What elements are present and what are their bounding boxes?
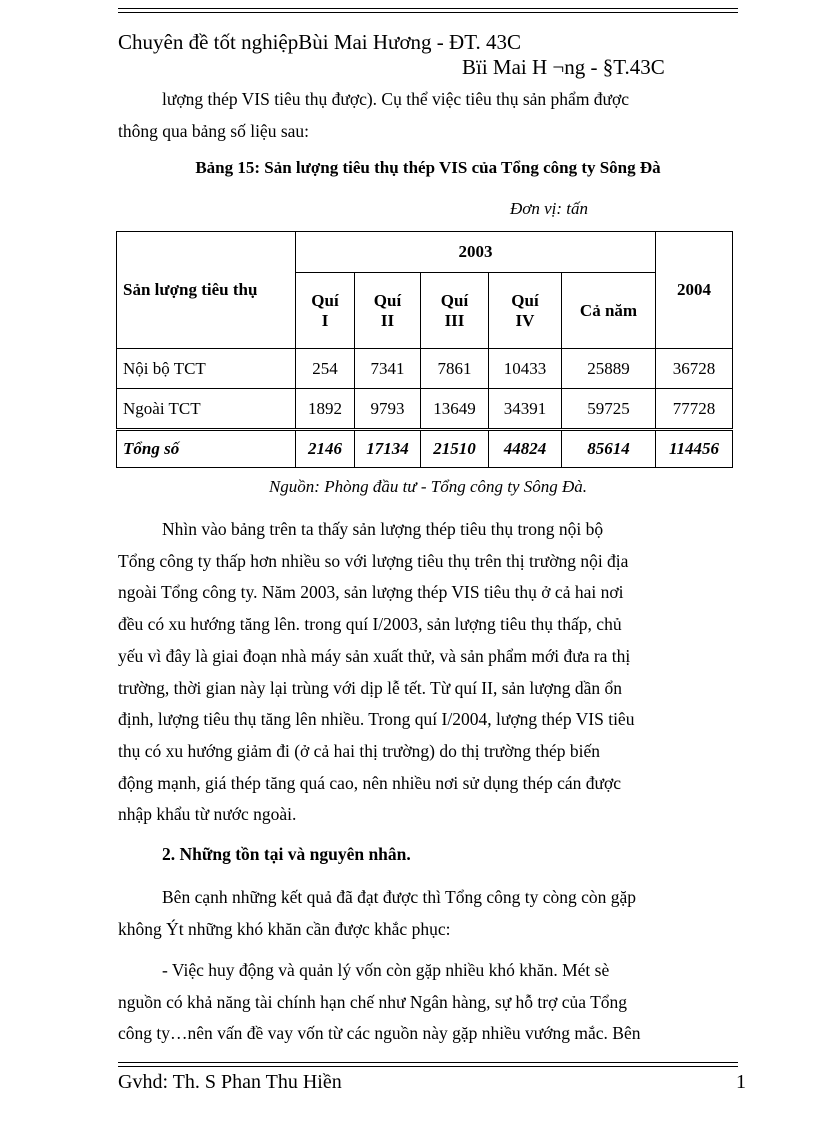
text-line: trường, thời gian này lại trùng với dịp lễ tết. Từ quí II, sản lượng dần ổn xyxy=(118,677,623,698)
cell: 114456 xyxy=(656,430,733,468)
year-2003-header: 2003 xyxy=(296,232,656,273)
text-line: lượng thép VIS tiêu thụ được). Cụ thể việc tiêu thụ sản phẩm được xyxy=(162,89,630,109)
year-2004-header: 2004 xyxy=(656,232,733,349)
intro-paragraph xyxy=(118,84,738,147)
text-line: yếu vì đây là giai đoạn nhà máy sản xuất thử, và sản phẩm mới đưa ra thị xyxy=(118,645,631,666)
quarter-label: Quí xyxy=(440,290,469,310)
quarter-label: Quí xyxy=(511,290,539,310)
cell: 17134 xyxy=(355,430,421,468)
text-line: nguồn có khả năng tài chính hạn chế như Ngân hàng, sự hỗ trợ của Tổng xyxy=(118,991,628,1012)
sales-table xyxy=(116,231,733,468)
analysis-paragraph xyxy=(118,514,738,831)
cell: 7341 xyxy=(355,349,421,389)
quarter-header xyxy=(421,273,489,349)
cell: 85614 xyxy=(562,430,656,468)
text-line: động mạnh, giá thép tăng quá cao, nên nhiều nơi sử dụng thép cán được xyxy=(118,772,622,793)
text-line: thông qua bảng số liệu sau: xyxy=(118,120,310,141)
quarter-number: II xyxy=(380,310,395,330)
header-rule xyxy=(118,8,738,9)
table-row xyxy=(117,349,733,389)
cell: 10433 xyxy=(489,349,562,389)
cell: 13649 xyxy=(421,389,489,430)
header-author-garbled: Bïi Mai H ¬ng - §T.43C xyxy=(462,55,665,79)
full-year-header: Cả năm xyxy=(562,273,656,349)
table-unit: Đơn vị: tấn xyxy=(510,199,589,218)
cell: 7861 xyxy=(421,349,489,389)
capital-paragraph xyxy=(118,955,738,1050)
table-row xyxy=(117,389,733,430)
row-header-cell: Sản lượng tiêu thụ xyxy=(117,232,296,349)
text-line: Bên cạnh những kết quả đã đạt được thì Tổng công ty còng còn gặp xyxy=(162,887,637,907)
text-line: Tổng công ty thấp hơn nhiều so với lượng tiêu thụ trên thị trường nội địa xyxy=(118,550,629,571)
text-line: định, lượng tiêu thụ tăng lên nhiều. Trong quí I/2004, lượng thép VIS tiêu xyxy=(118,709,635,730)
text-line: không Ýt những khó khăn cần được khắc phục: xyxy=(118,918,451,939)
text-line: đều có xu hướng tăng lên. trong quí I/2003, sản lượng tiêu thụ thấp, chủ xyxy=(118,614,622,635)
cell: 25889 xyxy=(562,349,656,389)
quarter-label: Quí xyxy=(311,290,339,310)
quarter-number: IV xyxy=(515,310,535,330)
quarter-number: I xyxy=(321,310,329,330)
row-label: Ngoài TCT xyxy=(117,389,296,430)
cell: 254 xyxy=(296,349,355,389)
table-row-total xyxy=(117,430,733,468)
cell: 59725 xyxy=(562,389,656,430)
footer-rule-thin xyxy=(118,1066,738,1067)
cell: 44824 xyxy=(489,430,562,468)
row-label: Nội bộ TCT xyxy=(117,349,296,389)
cell: 36728 xyxy=(656,349,733,389)
row-label: Tổng số xyxy=(117,430,296,468)
text-line: - Việc huy động và quản lý vốn còn gặp nhiều khó khăn. Mét sè xyxy=(162,960,610,980)
text-line: nhập khẩu từ nước ngoài. xyxy=(118,804,297,825)
difficulties-paragraph xyxy=(118,882,738,945)
quarter-header xyxy=(296,273,355,349)
text-line: Nhìn vào bảng trên ta thấy sản lượng thép tiêu thụ trong nội bộ xyxy=(162,519,604,539)
quarter-header xyxy=(355,273,421,349)
cell: 21510 xyxy=(421,430,489,468)
table-title: Bảng 15: Sản lượng tiêu thụ thép VIS của Tổng công ty Sông Đà xyxy=(195,158,661,177)
quarter-number: III xyxy=(444,310,465,330)
cell: 77728 xyxy=(656,389,733,430)
header-title: Chuyên đề tốt nghiệpBùi Mai Hương - ĐT. 43C xyxy=(118,30,521,54)
quarter-label: Quí xyxy=(373,290,402,310)
text-line: thụ có xu hướng giảm đi (ở cả hai thị trường) do thị trường thép biến xyxy=(118,740,600,761)
page-number: 1 xyxy=(736,1071,746,1093)
cell: 9793 xyxy=(355,389,421,430)
footer-advisor: Gvhd: Th. S Phan Thu Hiền xyxy=(118,1071,342,1093)
text-line: ngoài Tổng công ty. Năm 2003, sản lượng thép VIS tiêu thụ ở cả hai nơi xyxy=(118,582,624,603)
header-rule-thin xyxy=(118,12,738,13)
cell: 34391 xyxy=(489,389,562,430)
cell: 2146 xyxy=(296,430,355,468)
cell: 1892 xyxy=(296,389,355,430)
table-source: Nguồn: Phòng đầu tư - Tổng công ty Sông Đà. xyxy=(268,477,588,496)
text-line: công ty…nên vấn đề vay vốn từ các nguồn này gặp nhiều vướng mắc. Bên xyxy=(118,1023,641,1044)
section-heading: 2. Những tồn tại và nguyên nhân. xyxy=(162,844,411,864)
footer-rule xyxy=(118,1062,738,1063)
quarter-header xyxy=(489,273,562,349)
